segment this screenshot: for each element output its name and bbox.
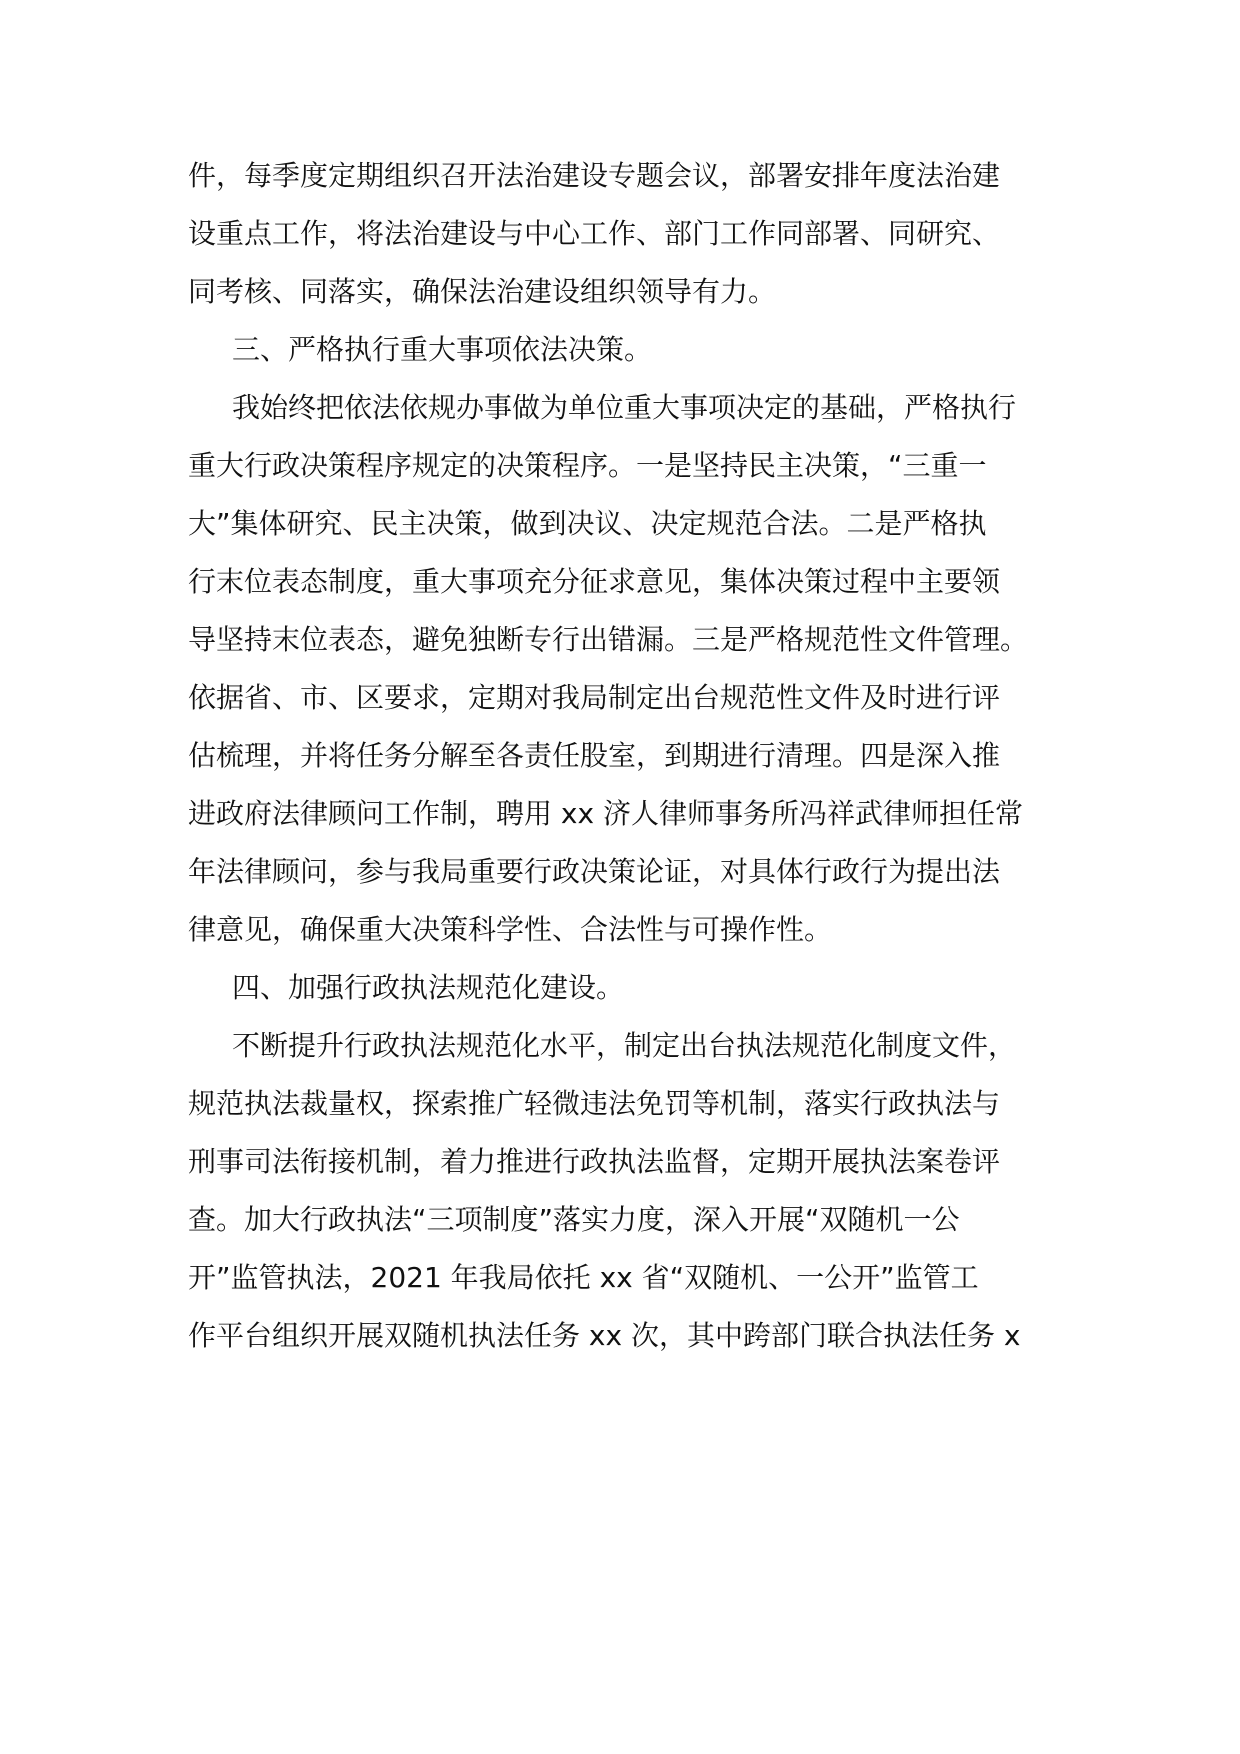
text-line: 作平台组织开展双随机执法任务 xx 次，其中跨部门联合执法任务 x	[188, 1319, 1021, 1352]
text-line: 刑事司法衔接机制，着力推进行政执法监督，定期开展执法案卷评	[188, 1145, 1001, 1178]
text-line: 大”集体研究、民主决策，做到决议、决定规范合法。二是严格执	[188, 507, 987, 540]
text-line: 估梳理，并将任务分解至各责任股室，到期进行清理。四是深入推	[188, 739, 1001, 772]
text-line: 导坚持末位表态，避免独断专行出错漏。三是严格规范性文件管理。	[188, 623, 1029, 656]
section-heading: 四、加强行政执法规范化建设。	[232, 971, 625, 1004]
text-line: 进政府法律顾问工作制，聘用 xx 济人律师事务所冯祥武律师担任常	[188, 797, 1023, 830]
text-line: 查。加大行政执法“三项制度”落实力度，深入开展“双随机一公	[188, 1203, 960, 1236]
text-line: 律意见，确保重大决策科学性、合法性与可操作性。	[188, 913, 833, 946]
text-line: 行末位表态制度，重大事项充分征求意见，集体决策过程中主要领	[188, 565, 1001, 598]
text-line: 不断提升行政执法规范化水平，制定出台执法规范化制度文件，	[232, 1029, 1017, 1062]
text-line: 重大行政决策程序规定的决策程序。一是坚持民主决策，“三重一	[188, 449, 987, 482]
text-line: 我始终把依法依规办事做为单位重大事项决定的基础，严格执行	[232, 391, 1017, 424]
text-line: 同考核、同落实，确保法治建设组织领导有力。	[188, 275, 777, 308]
text-line: 年法律顾问，参与我局重要行政决策论证，对具体行政行为提出法	[188, 855, 1001, 888]
text-line: 件，每季度定期组织召开法治建设专题会议，部署安排年度法治建	[188, 159, 1001, 192]
text-line: 规范执法裁量权，探索推广轻微违法免罚等机制，落实行政执法与	[188, 1087, 1001, 1120]
text-line: 设重点工作，将法治建设与中心工作、部门工作同部署、同研究、	[188, 217, 1001, 250]
text-line: 依据省、市、区要求，定期对我局制定出台规范性文件及时进行评	[188, 681, 1001, 714]
section-heading: 三、严格执行重大事项依法决策。	[232, 333, 653, 366]
text-line: 开”监管执法，2021 年我局依托 xx 省“双随机、一公开”监管工	[188, 1261, 979, 1294]
